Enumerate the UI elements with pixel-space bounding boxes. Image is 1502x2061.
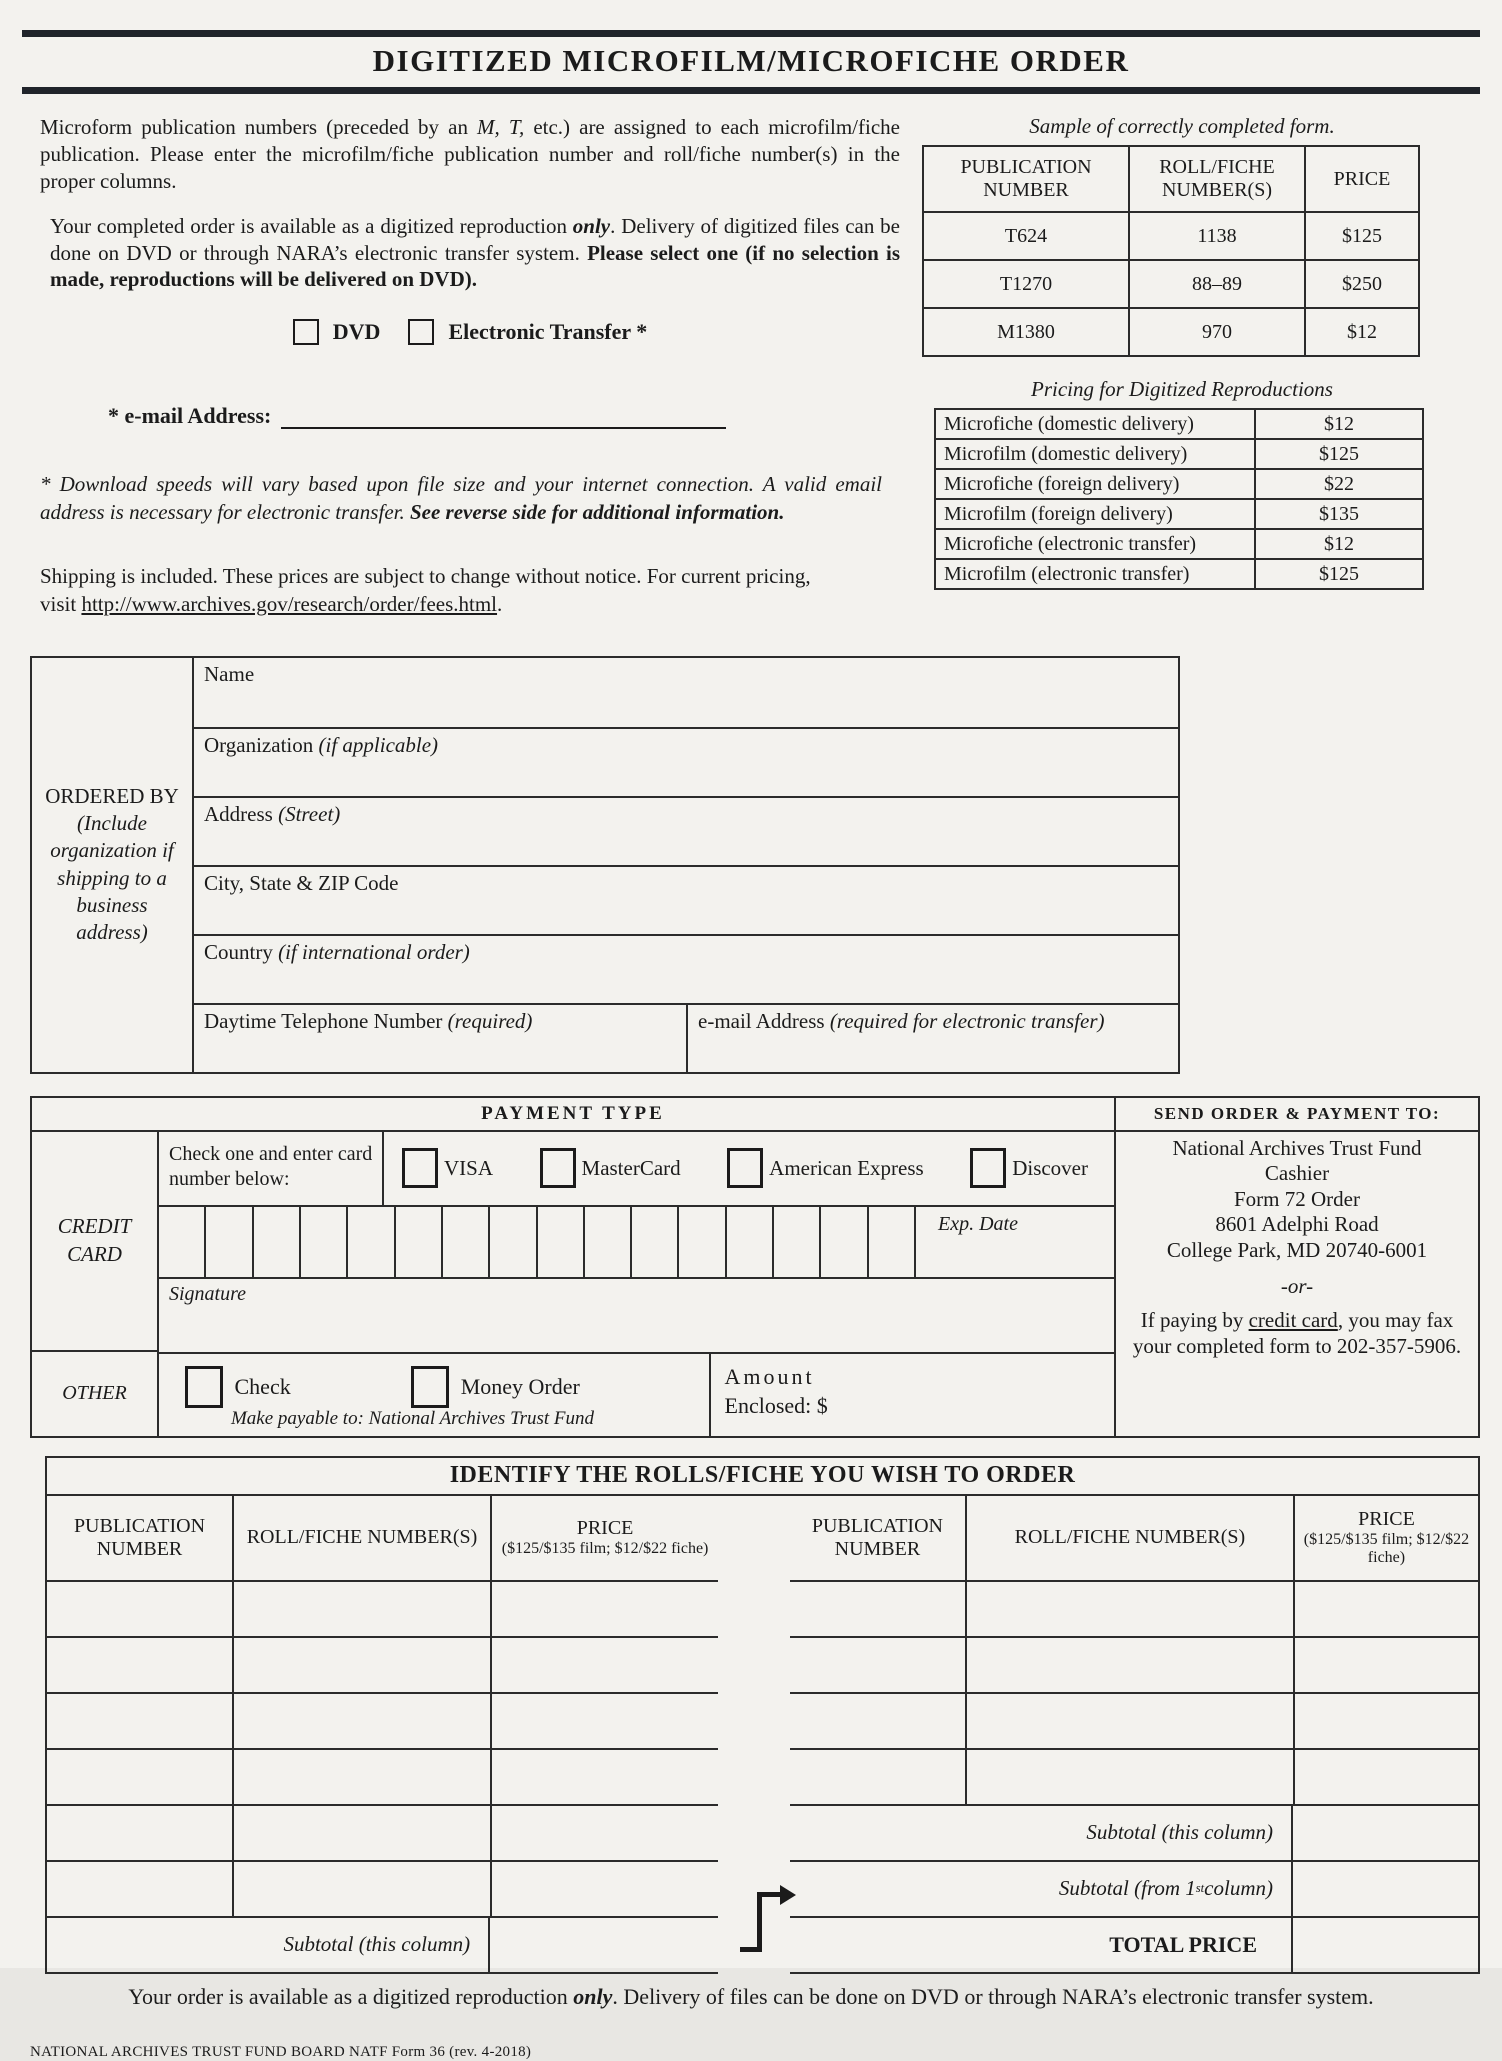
daytime-phone-field[interactable]: Daytime Telephone Number (required) [204,1008,533,1033]
identify-rolls-section [45,1456,1480,1974]
city-state-zip-field[interactable] [194,865,1178,934]
pub-cell[interactable] [790,1750,965,1804]
order-row [790,1750,1478,1806]
sample-row [923,212,1419,260]
pub-cell[interactable] [47,1694,232,1748]
order-row [47,1862,718,1918]
check-label: Check [234,1373,291,1399]
sample-row [923,260,1419,308]
col-roll-fiche: ROLL/FICHE NUMBER(S) [965,1496,1293,1580]
price-cell[interactable] [490,1694,718,1748]
price-cell[interactable] [1293,1638,1478,1692]
roll-cell[interactable] [965,1694,1293,1748]
money-order-option [411,1366,580,1408]
ordered-by-fields [192,658,1178,1072]
pub-cell[interactable] [47,1750,232,1804]
card-digit-cell[interactable] [869,1207,916,1277]
sample-cell: 970 [1129,308,1305,356]
sample-row [923,308,1419,356]
subtotal-from-first-row [790,1862,1478,1918]
order-row [790,1694,1478,1750]
sample-table [922,145,1420,357]
address-line: 8601 Adelphi Road [1215,1212,1379,1237]
intro-paragraph-1: Microform publication numbers (preceded by an M, T, etc.) are assigned to each microfilm/fiche publication. Please enter the microfilm/fiche publication number and roll/fiche number(s) in the proper columns. [40,115,900,193]
order-row [47,1582,718,1638]
sample-cell: $12 [1305,308,1419,356]
order-table-right-header [790,1496,1478,1582]
subtotal-from-first-value-cell[interactable] [1291,1862,1478,1916]
exp-date-label: Exp. Date [938,1212,1018,1235]
pricing-row: Microfiche (domestic delivery) $12 [935,409,1423,439]
total-price-value-cell[interactable] [1291,1918,1478,1972]
address-line: Cashier [1264,1161,1330,1186]
or-separator: -or- [1280,1273,1314,1298]
pricing-table [934,408,1424,590]
shipping-note: Shipping is included. These prices are subject to change without notice. For current pricing, visit http://www.archives.gov/research/order/fees.html. [40,563,811,617]
sample-cell: $125 [1305,212,1419,260]
check-checkbox[interactable] [185,1366,223,1408]
left-subtotal-row [47,1918,718,1972]
total-price-label: TOTAL PRICE [1109,1931,1257,1957]
card-digit-cell[interactable] [538,1207,585,1277]
card-digit-cell[interactable] [821,1207,868,1277]
pricing-row: Microfilm (foreign delivery) $135 [935,499,1423,529]
pub-cell[interactable] [47,1638,232,1692]
address-field-label: Address [204,801,279,826]
order-row [47,1806,718,1862]
money-order-label: Money Order [460,1373,580,1399]
mastercard-option [540,1148,681,1188]
card-digit-cell[interactable] [774,1207,821,1277]
email-field[interactable]: e-mail Address (required for electronic transfer) [686,1005,1178,1072]
order-table-right [790,1496,1478,1974]
pricing-row: Microfiche (electronic transfer) $12 [935,529,1423,559]
payment-type-area [32,1098,1114,1436]
price-cell[interactable] [1293,1694,1478,1748]
email-address-input-line[interactable] [281,403,726,429]
col-price: PRICE ($125/$135 film; $12/$22 fiche) [1293,1496,1478,1580]
amount-enclosed-label: Enclosed: $ [724,1393,828,1419]
other-payment-options [157,1354,709,1436]
download-speed-footnote: * Download speeds will vary based upon file size and your internet connection. A valid email address is necessary for electronic transfer. See reverse side for additional information. [40,472,882,524]
order-row [790,1582,1478,1638]
price-cell[interactable] [490,1750,718,1804]
send-order-panel [1114,1098,1478,1436]
pub-cell[interactable] [47,1806,232,1860]
order-row [47,1750,718,1806]
sample-pricing-column [922,106,1442,640]
payment-type-header: PAYMENT TYPE [32,1098,1114,1132]
card-digit-cell[interactable] [396,1207,443,1277]
amount-enclosed-field[interactable] [709,1354,1115,1436]
roll-cell[interactable] [232,1694,490,1748]
visa-label: VISA [444,1155,494,1180]
amex-checkbox[interactable] [727,1148,763,1188]
card-digit-cell[interactable] [254,1207,301,1277]
sample-col-roll: ROLL/FICHE NUMBER(S) [1129,146,1305,212]
footer-note: Your order is available as a digitized reproduction only. Delivery of files can be done on DVD or through NARA’s electronic transfer system. [128,1983,1374,2009]
order-row [47,1638,718,1694]
discover-label: Discover [1012,1155,1088,1180]
pricing-row: Microfilm (domestic delivery) $125 [935,439,1423,469]
right-subtotal-label: Subtotal (this column) [1086,1820,1273,1845]
pricing-table-caption: Pricing for Digitized Reproductions [1031,377,1333,401]
phone-email-row [194,1003,1178,1072]
subtotal-from-first-label: Subtotal (from 1 st column) [1058,1876,1273,1901]
payment-side-labels [32,1132,157,1436]
pub-cell[interactable] [790,1582,965,1636]
intro-section [0,106,1502,640]
roll-cell[interactable] [232,1638,490,1692]
organization-field[interactable]: Organization (if applicable) [194,727,1178,796]
mastercard-checkbox[interactable] [540,1148,576,1188]
pricing-row: Microfiche (foreign delivery) $22 [935,469,1423,499]
electronic-transfer-label: Electronic Transfer * [448,319,648,345]
card-digit-cell[interactable] [585,1207,632,1277]
name-field-label: Name [204,661,255,686]
roll-cell[interactable] [232,1862,490,1916]
address-field[interactable]: Address (Street) [194,796,1178,865]
daytime-phone-label: Daytime Telephone Number [204,1008,448,1033]
payment-section [30,1096,1480,1438]
price-cell[interactable] [490,1806,718,1860]
pub-cell[interactable] [790,1694,965,1748]
address-line: College Park, MD 20740-6001 [1166,1237,1428,1262]
address-line: Form 72 Order [1234,1186,1360,1211]
title-underline-rule [22,87,1480,94]
ordered-by-note: (Include organization if shipping to a business address) [50,810,174,945]
order-row [47,1694,718,1750]
col-publication-number: PUBLICATION NUMBER [73,1514,206,1560]
order-row [790,1638,1478,1694]
pub-cell[interactable] [47,1582,232,1636]
organization-field-label: Organization [204,732,319,757]
check-one-instruction: Check one and enter card number below: [159,1132,384,1205]
card-digit-cell[interactable] [348,1207,395,1277]
dvd-checkbox[interactable] [293,319,319,345]
roll-cell[interactable] [965,1582,1293,1636]
visa-checkbox[interactable] [402,1148,438,1188]
card-digit-cell[interactable] [490,1207,537,1277]
roll-cell[interactable] [232,1750,490,1804]
card-digit-cell[interactable] [727,1207,774,1277]
dvd-label: DVD [332,319,381,345]
roll-cell[interactable] [965,1638,1293,1692]
card-number-row [159,1205,1114,1277]
amount-label: Amount [724,1363,815,1389]
signature-label: Signature [169,1282,247,1305]
sample-header-row [923,146,1419,212]
visa-option [402,1148,493,1188]
intro-paragraph-2: Your completed order is available as a digitized reproduction only. Delivery of digitized files can be done on DVD or through NARA’s electronic transfer system. Please select one (if no selection is made, reproductions will be delivered on DVD). [50,213,901,292]
sample-cell: 1138 [1129,212,1305,260]
sample-cell: $250 [1305,260,1419,308]
send-order-header: SEND ORDER & PAYMENT TO: [1116,1098,1478,1132]
electronic-transfer-checkbox[interactable] [408,319,434,345]
top-rule [22,30,1480,37]
order-table-left-header [47,1496,718,1582]
email-address-row [108,403,900,429]
identify-title: IDENTIFY THE ROLLS/FICHE YOU WISH TO ORDER [47,1458,1478,1496]
sample-cell: M1380 [923,308,1129,356]
ordered-by-label: ORDERED BY [45,783,179,808]
intro-text-column [0,106,900,640]
total-price-row [790,1918,1478,1972]
fees-url-link[interactable]: http://www.archives.gov/research/order/fees.html [81,592,498,617]
right-subtotal-row [790,1806,1478,1862]
left-subtotal-label: Subtotal (this column) [283,1932,471,1957]
price-cell[interactable] [1293,1750,1478,1804]
price-cell[interactable] [490,1582,718,1636]
roll-cell[interactable] [965,1750,1293,1804]
table-gap [718,1496,790,1974]
form-id-text: NATIONAL ARCHIVES TRUST FUND BOARD NATF Form 36 (rev. 4-2018) [30,2043,532,2060]
pub-cell[interactable] [790,1638,965,1692]
roll-cell[interactable] [232,1806,490,1860]
col-price: PRICE ($125/$135 film; $12/$22 fiche) [490,1496,718,1580]
pricing-row: Microfilm (electronic transfer) $125 [935,559,1423,589]
exp-date-field[interactable] [916,1207,1114,1277]
email-address-label: * e-mail Address: [108,403,272,429]
delivery-choice-row [40,319,900,345]
check-option [185,1366,291,1408]
roll-cell[interactable] [232,1582,490,1636]
card-digit-cell[interactable] [206,1207,253,1277]
card-number-boxes [159,1207,916,1277]
money-order-checkbox[interactable] [411,1366,449,1408]
amex-label: American Express [769,1155,924,1180]
card-digit-cell[interactable] [443,1207,490,1277]
sample-col-publication: PUBLICATION NUMBER [923,146,1129,212]
sample-cell: 88–89 [1129,260,1305,308]
price-cell[interactable] [490,1862,718,1916]
right-subtotal-value-cell[interactable] [1291,1806,1478,1860]
pub-cell[interactable] [47,1862,232,1916]
discover-checkbox[interactable] [970,1148,1006,1188]
fax-note: If paying by credit card, you may fax your completed form to 202-357-5906. [1132,1308,1462,1359]
sample-cell: T624 [923,212,1129,260]
amex-option [727,1148,924,1188]
price-cell[interactable] [490,1638,718,1692]
country-field-label: Country [204,939,279,964]
mastercard-label: MasterCard [581,1155,681,1180]
left-subtotal-value-cell[interactable] [488,1918,718,1972]
sample-table-caption: Sample of correctly completed form. [1029,114,1335,138]
other-payment-row [157,1352,1115,1436]
col-roll-fiche: ROLL/FICHE NUMBER(S) [232,1496,490,1580]
make-payable-note: Make payable to: National Archives Trust Fund [230,1407,595,1429]
card-digit-cell[interactable] [301,1207,348,1277]
ordered-by-section [30,656,1180,1074]
name-field[interactable] [194,658,1178,727]
credit-card-label: CREDIT CARD [57,1214,132,1266]
ordered-by-label-cell [32,658,192,1072]
card-digit-cell[interactable] [632,1207,679,1277]
other-label: OTHER [32,1350,157,1436]
city-state-zip-label: City, State & ZIP Code [204,870,399,895]
card-digit-cell[interactable] [679,1207,726,1277]
sample-col-price: PRICE [1305,146,1419,212]
carry-arrow-icon [757,1892,762,1952]
form-title: DIGITIZED MICROFILM/MICROFICHE ORDER [372,43,1130,78]
col-publication-number: PUBLICATION NUMBER [811,1514,943,1560]
sample-cell: T1270 [923,260,1129,308]
card-options [384,1132,1114,1205]
address-line: National Archives Trust Fund [1172,1135,1422,1160]
signature-field[interactable] [159,1277,1114,1352]
card-select-row [159,1132,1114,1205]
card-digit-cell[interactable] [159,1207,206,1277]
discover-option [970,1148,1088,1188]
email-field-label: e-mail Address [698,1008,830,1033]
send-order-address [1116,1132,1478,1360]
price-cell[interactable] [1293,1582,1478,1636]
country-field[interactable]: Country (if international order) [194,934,1178,1003]
order-table-left [47,1496,718,1974]
